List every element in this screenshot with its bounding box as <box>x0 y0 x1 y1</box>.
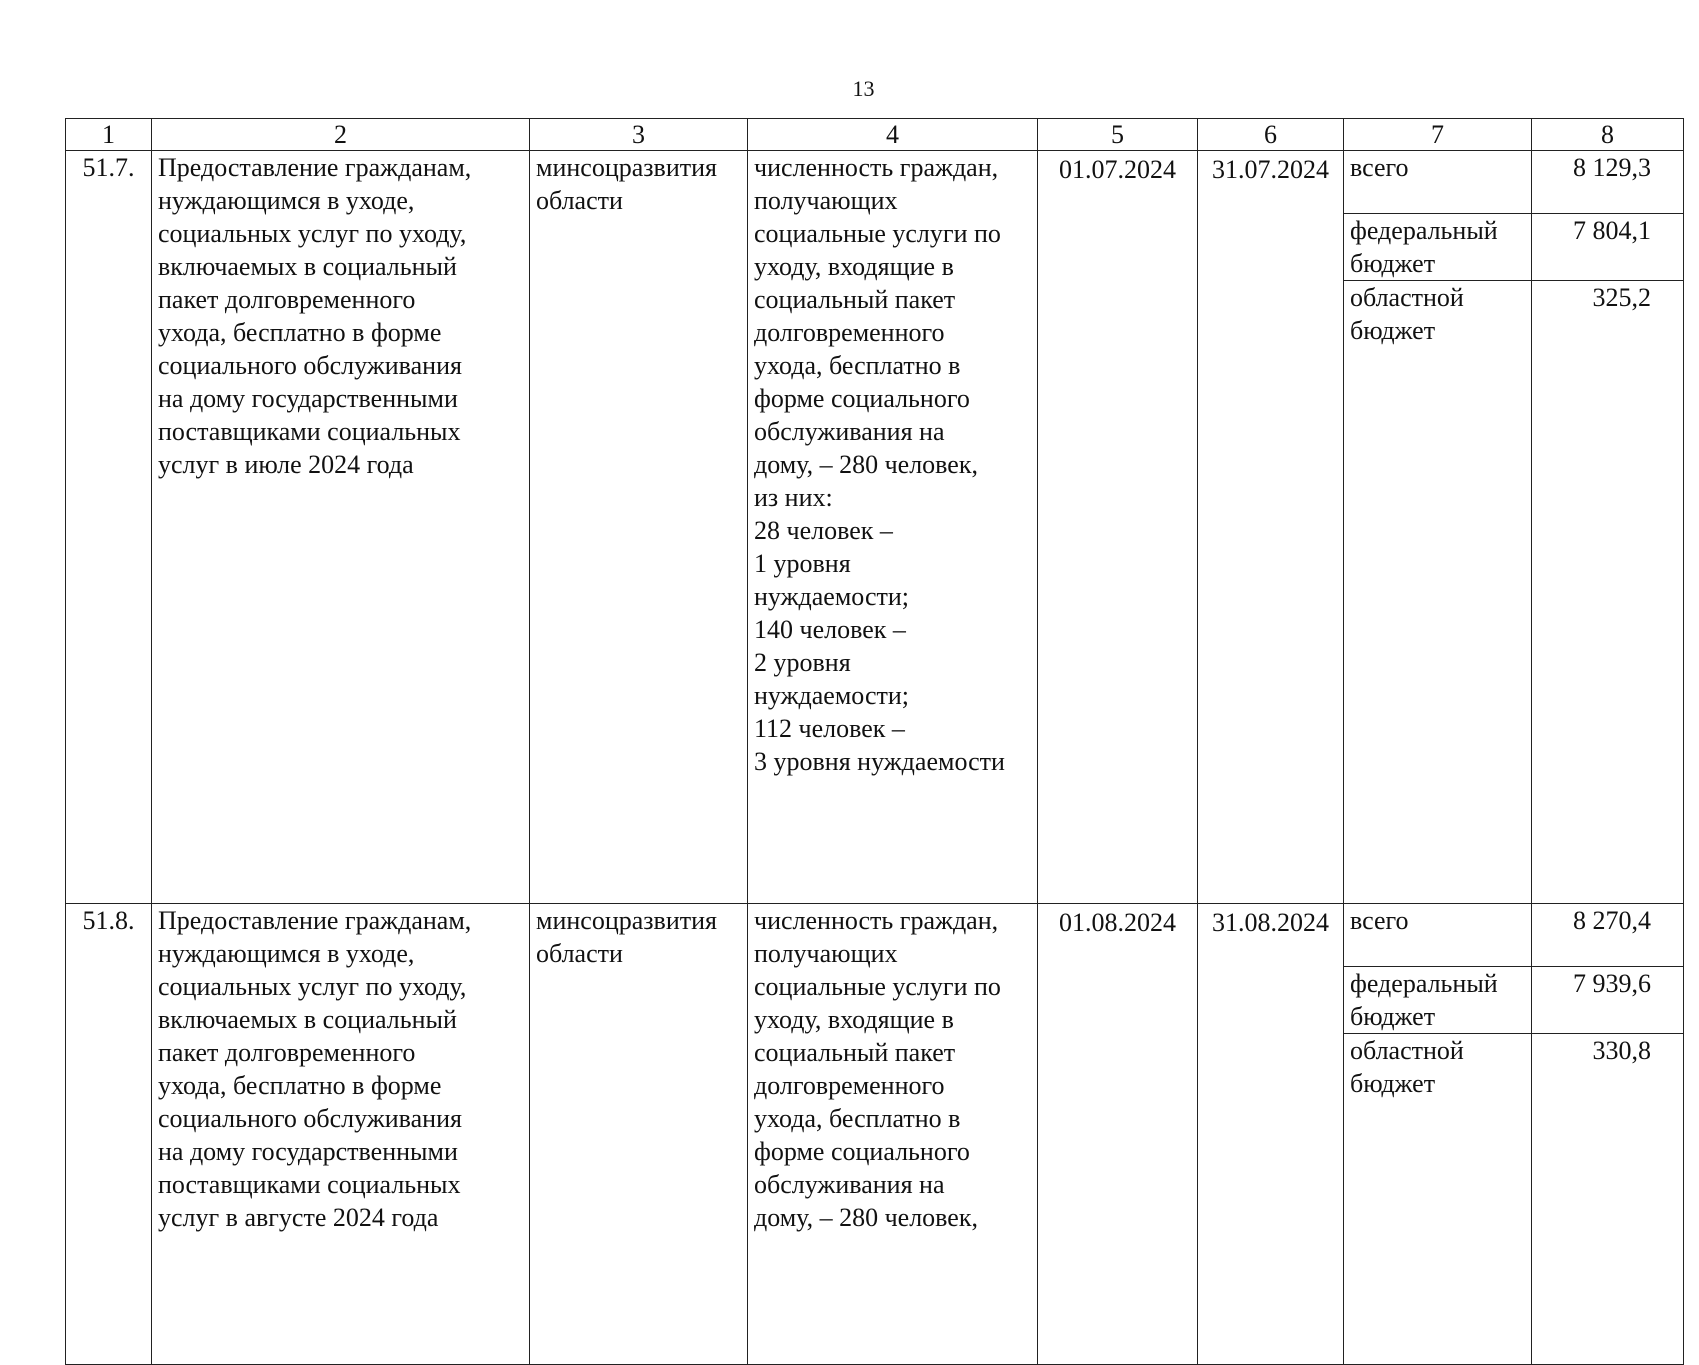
cell-line: социального обслуживания <box>158 351 462 380</box>
executor <box>530 151 748 904</box>
cell-line: нуждающимся в уходе, <box>158 186 415 215</box>
cell-line: ухода, бесплатно в <box>754 351 961 380</box>
measure-description <box>152 904 530 1365</box>
column-number: 4 <box>748 119 1038 151</box>
cell-line: получающих <box>754 186 898 215</box>
cell-line: форме социального <box>754 384 970 413</box>
cell-line: включаемых в социальный <box>158 252 457 281</box>
cell-line: федеральный <box>1350 216 1498 245</box>
cell-line: социального обслуживания <box>158 1104 462 1133</box>
cell-line: поставщиками социальных <box>158 1170 461 1199</box>
cell-line: на дому государственными <box>158 384 458 413</box>
cell-line: ухода, бесплатно в <box>754 1104 961 1133</box>
cell-line: дому, – 280 человек, <box>754 1203 978 1232</box>
cell-line: 140 человек – <box>754 615 906 644</box>
funding-source <box>1344 1034 1532 1365</box>
cell-line: области <box>536 939 623 968</box>
cell-line: численность граждан, <box>754 153 999 182</box>
cell-line: 1 уровня <box>754 549 851 578</box>
cell-line: обслуживания на <box>754 1170 945 1199</box>
column-number-row <box>66 119 1684 151</box>
funding-amount: 8 270,4 <box>1532 904 1684 967</box>
cell-line: услуг в июле 2024 года <box>158 450 414 479</box>
column-number: 5 <box>1038 119 1198 151</box>
column-number: 6 <box>1198 119 1344 151</box>
cell-line: получающих <box>754 939 898 968</box>
cell-line: области <box>536 186 623 215</box>
cell-line: численность граждан, <box>754 906 999 935</box>
cell-line: поставщиками социальных <box>158 417 461 446</box>
executor <box>530 904 748 1365</box>
cell-line: дому, – 280 человек, <box>754 450 978 479</box>
cell-line: нуждаемости; <box>754 681 909 710</box>
cell-line: Предоставление гражданам, <box>158 906 472 935</box>
cell-line: социальные услуги по <box>754 219 1001 248</box>
item-number: 51.7. <box>66 151 152 904</box>
cell-line: ухода, бесплатно в форме <box>158 1071 442 1100</box>
start-date: 01.08.2024 <box>1038 904 1198 1365</box>
cell-line: из них: <box>754 483 833 512</box>
end-date: 31.08.2024 <box>1198 904 1344 1365</box>
start-date: 01.07.2024 <box>1038 151 1198 904</box>
cell-line: социальных услуг по уходу, <box>158 972 467 1001</box>
cell-line: минсоцразвития <box>536 153 717 182</box>
funding-source <box>1344 214 1532 281</box>
item-number: 51.8. <box>66 904 152 1365</box>
cell-line: всего <box>1350 153 1409 182</box>
cell-line: пакет долговременного <box>158 285 416 314</box>
table-row <box>66 904 1684 967</box>
funding-source <box>1344 151 1532 214</box>
cell-line: на дому государственными <box>158 1137 458 1166</box>
cell-line: долговременного <box>754 1071 945 1100</box>
measure-description <box>152 151 530 904</box>
funding-source <box>1344 904 1532 967</box>
result-indicator <box>748 151 1038 904</box>
cell-line: 28 человек – <box>754 516 893 545</box>
funding-amount: 8 129,3 <box>1532 151 1684 214</box>
result-indicator <box>748 904 1038 1365</box>
cell-line: услуг в августе 2024 года <box>158 1203 439 1232</box>
cell-line: областной <box>1350 1036 1464 1065</box>
funding-amount: 330,8 <box>1532 1034 1684 1365</box>
funding-amount: 7 939,6 <box>1532 967 1684 1034</box>
cell-line: долговременного <box>754 318 945 347</box>
cell-line: бюджет <box>1350 1069 1436 1098</box>
cell-line: уходу, входящие в <box>754 252 954 281</box>
page-number: 13 <box>852 76 875 101</box>
funding-amount: 325,2 <box>1532 281 1684 904</box>
cell-line: форме социального <box>754 1137 970 1166</box>
cell-line: социальный пакет <box>754 1038 956 1067</box>
cell-line: бюджет <box>1350 249 1436 278</box>
end-date: 31.07.2024 <box>1198 151 1344 904</box>
cell-line: 3 уровня нуждаемости <box>754 747 1005 776</box>
column-number: 8 <box>1532 119 1684 151</box>
cell-line: всего <box>1350 906 1409 935</box>
cell-line: нуждающимся в уходе, <box>158 939 415 968</box>
cell-line: 2 уровня <box>754 648 851 677</box>
column-number: 3 <box>530 119 748 151</box>
column-number: 1 <box>66 119 152 151</box>
cell-line: социальных услуг по уходу, <box>158 219 467 248</box>
column-number: 7 <box>1344 119 1532 151</box>
cell-line: бюджет <box>1350 316 1436 345</box>
cell-line: 112 человек – <box>754 714 905 743</box>
cell-line: Предоставление гражданам, <box>158 153 472 182</box>
cell-line: уходу, входящие в <box>754 1005 954 1034</box>
cell-line: социальный пакет <box>754 285 956 314</box>
funding-source <box>1344 967 1532 1034</box>
cell-line: социальные услуги по <box>754 972 1001 1001</box>
cell-line: бюджет <box>1350 1002 1436 1031</box>
cell-line: ухода, бесплатно в форме <box>158 318 442 347</box>
funding-amount: 7 804,1 <box>1532 214 1684 281</box>
funding-source <box>1344 281 1532 904</box>
table-row <box>66 151 1684 214</box>
cell-line: минсоцразвития <box>536 906 717 935</box>
cell-line: областной <box>1350 283 1464 312</box>
cell-line: включаемых в социальный <box>158 1005 457 1034</box>
measures-table <box>65 118 1684 1365</box>
cell-line: пакет долговременного <box>158 1038 416 1067</box>
cell-line: федеральный <box>1350 969 1498 998</box>
cell-line: обслуживания на <box>754 417 945 446</box>
cell-line: нуждаемости; <box>754 582 909 611</box>
column-number: 2 <box>152 119 530 151</box>
